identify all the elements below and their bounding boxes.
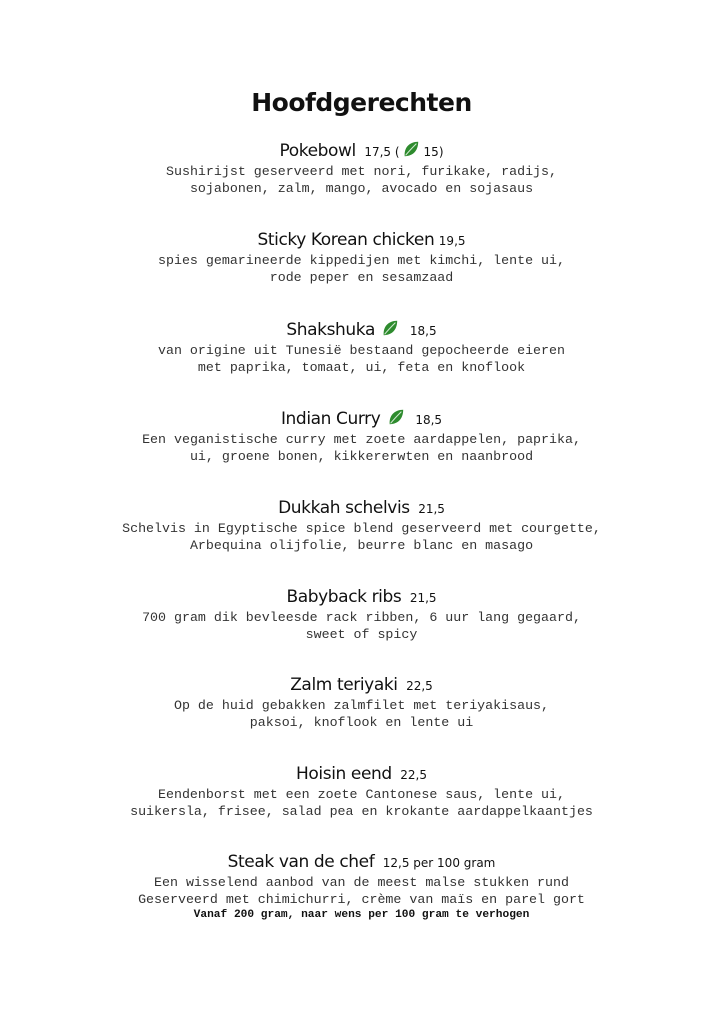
dish-description-line: Arbequina olijfolie, beurre blanc en masago	[189, 537, 534, 553]
leaf-icon	[402, 140, 420, 158]
dish-name: Indian Curry	[280, 409, 381, 429]
dish-name: Shakshuka	[286, 320, 375, 340]
dish-description-line: Op de huid gebakken zalmfilet met teriyakisaus,	[173, 698, 550, 713]
dish-name: Zalm teriyaki	[290, 675, 398, 695]
dish-price: 22,5	[406, 679, 433, 693]
dish-note: Vanaf 200 gram, naar wens per 100 gram te verhogen	[193, 909, 530, 921]
leaf-icon	[381, 319, 399, 337]
dish-price: 12,5 per 100 gram	[382, 856, 496, 870]
dish-price: 21,5	[409, 591, 437, 605]
leaf-icon	[387, 408, 405, 426]
menu-item-steak-van-de-chef	[0, 851, 723, 924]
page-title: Hoofdgerechten	[251, 88, 472, 117]
dish-description-line: ui, groene bonen, kikkererwten en naanbrood	[189, 448, 534, 464]
menu-item-shakshuka	[0, 319, 723, 375]
menu-item-babyback-ribs	[0, 586, 723, 642]
dish-name: Dukkah schelvis	[278, 498, 410, 518]
dish-description-line: Een wisselend aanbod van de meest malse stukken rund	[154, 875, 569, 890]
dish-price: 18,5	[415, 413, 443, 427]
dish-description-line: Schelvis in Egyptische spice blend geserveerd met courgette,	[122, 521, 601, 536]
dish-price: 22,5	[400, 768, 427, 782]
dish-name: Hoisin eend	[296, 764, 392, 784]
dish-price: 19,5	[438, 234, 466, 248]
dish-description-line: van origine uit Tunesië bestaand gepocheerde eieren	[158, 343, 565, 358]
dish-price: 18,5	[409, 324, 437, 338]
dish-description-line: suikersla, frisee, salad pea en krokante aardappelkaantjes	[130, 803, 593, 819]
dish-description-line: Een veganistische curry met zoete aardappelen, paprika,	[142, 432, 581, 447]
dish-description-line: sweet of spicy	[305, 626, 418, 642]
dish-description-line: 700 gram dik bevleesde rack ribben, 6 uur lang gegaard,	[142, 610, 581, 625]
dish-name: Sticky Korean chicken	[257, 230, 435, 250]
dish-description-line: Geserveerd met chimichurri, crème van maïs en parel gort	[138, 891, 585, 907]
dish-description-line: Eendenborst met een zoete Cantonese saus, lente ui,	[158, 787, 565, 802]
menu-item-sticky-korean-chicken	[0, 229, 723, 285]
dish-description-line: sojabonen, zalm, mango, avocado en sojasaus	[189, 180, 534, 196]
dish-name: Pokebowl	[279, 141, 356, 161]
dish-price: 21,5	[418, 502, 445, 516]
dish-name: Babyback ribs	[286, 587, 402, 607]
menu-item-zalm-teriyaki	[0, 674, 723, 730]
dish-description-line: rode peper en sesamzaad	[269, 269, 454, 285]
menu-item-dukkah-schelvis	[0, 497, 723, 553]
dish-description-line: spies gemarineerde kippedijen met kimchi, lente ui,	[158, 253, 565, 268]
dish-name: Steak van de chef	[227, 852, 375, 872]
dish-description-line: paksoi, knoflook en lente ui	[249, 714, 474, 730]
dish-description-line: Sushirijst geserveerd met nori, furikake, radijs,	[166, 164, 557, 179]
menu-item-hoisin-eend	[0, 763, 723, 819]
menu-item-pokebowl	[0, 140, 723, 196]
menu-item-indian-curry	[0, 408, 723, 464]
dish-price: 17,5 (	[364, 145, 400, 159]
dish-description-line: met paprika, tomaat, ui, feta en knoflook	[197, 359, 526, 375]
dish-price-vegan: 15)	[423, 145, 444, 159]
